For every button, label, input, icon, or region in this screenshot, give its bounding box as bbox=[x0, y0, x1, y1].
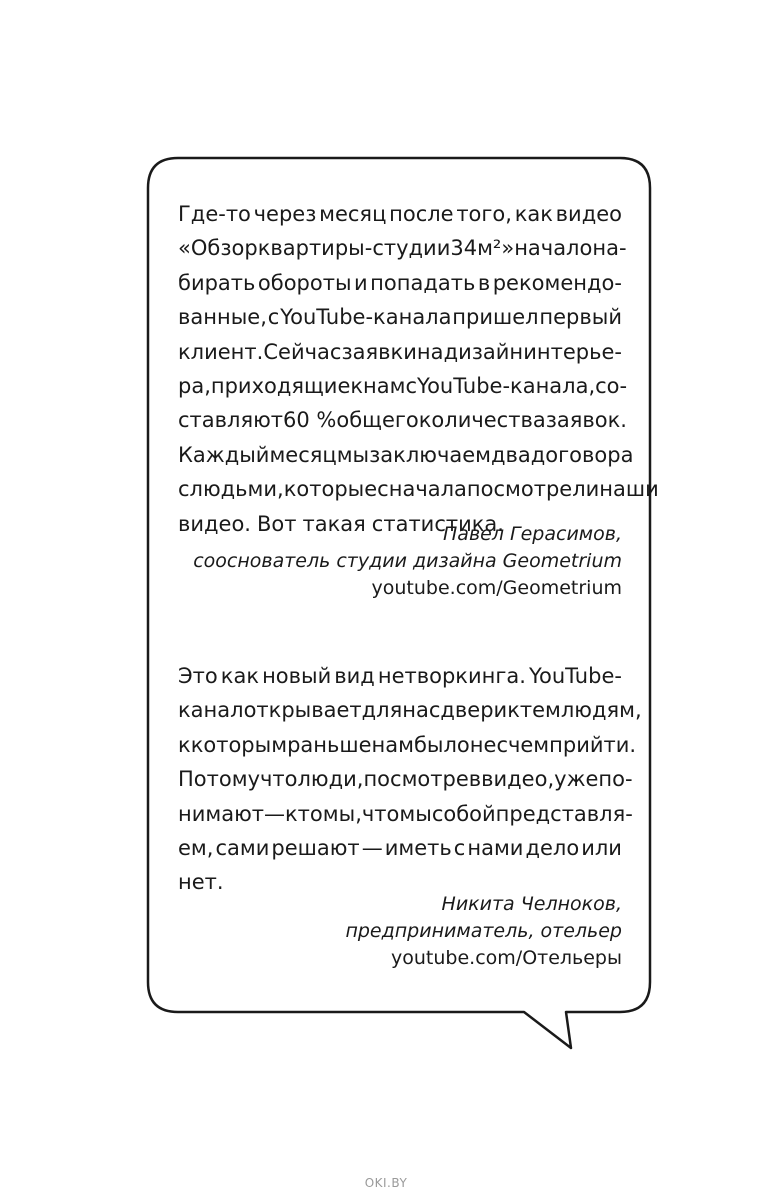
text-line bbox=[178, 438, 634, 472]
word: два bbox=[491, 442, 531, 467]
word: посмотрев bbox=[363, 767, 482, 792]
word: с bbox=[405, 374, 418, 399]
word: мы, bbox=[322, 801, 362, 826]
word: Сейчас bbox=[263, 339, 342, 364]
text-line bbox=[178, 831, 622, 865]
word: Каждый bbox=[178, 442, 270, 467]
word: тем bbox=[519, 698, 561, 723]
word: по- bbox=[598, 767, 633, 792]
author-role: сооснователь студии дизайна Geometrium bbox=[193, 550, 622, 572]
word: с bbox=[496, 732, 508, 757]
author-role: предприниматель, отельер bbox=[345, 920, 622, 942]
watermark: OKI.BY bbox=[364, 1176, 408, 1190]
word: YouTube- bbox=[528, 664, 622, 688]
word: мы bbox=[336, 442, 370, 467]
word: нетворкинга. bbox=[377, 664, 526, 688]
word: наши bbox=[599, 477, 659, 502]
word: обороты bbox=[257, 270, 352, 295]
quote-attribution bbox=[345, 891, 622, 972]
word: не bbox=[469, 732, 497, 757]
word: 60 % bbox=[283, 408, 337, 433]
word: собой bbox=[431, 801, 496, 826]
word: в bbox=[477, 270, 491, 295]
word: такая bbox=[302, 511, 366, 536]
text-line bbox=[178, 403, 627, 437]
word: людям, bbox=[560, 698, 642, 723]
word: нами bbox=[467, 836, 524, 861]
word: нимают bbox=[178, 801, 264, 826]
word: решают bbox=[271, 836, 360, 861]
word: нам bbox=[363, 374, 406, 399]
word: и bbox=[354, 270, 368, 295]
text-line bbox=[178, 659, 622, 693]
word: видео bbox=[555, 202, 622, 226]
word: количества bbox=[418, 408, 546, 433]
text-line bbox=[178, 369, 628, 403]
word: как bbox=[514, 202, 553, 226]
text-line bbox=[178, 300, 622, 334]
quote-text bbox=[178, 197, 659, 541]
channel-link: youtube.com/Geometrium bbox=[371, 577, 622, 599]
word: дизайн bbox=[443, 339, 524, 364]
text-line bbox=[178, 472, 659, 506]
text-line bbox=[178, 693, 642, 727]
word: — bbox=[361, 836, 383, 861]
word: попадать bbox=[370, 270, 476, 295]
word: представля- bbox=[495, 801, 633, 826]
word: видео, bbox=[481, 767, 555, 792]
word: ра, bbox=[178, 374, 211, 399]
word: на bbox=[416, 339, 444, 364]
word: месяц bbox=[319, 202, 387, 226]
word: общего bbox=[336, 408, 419, 433]
word: YouTube-канала, bbox=[417, 374, 596, 399]
word: YouTube-канала bbox=[280, 305, 452, 330]
word: уже bbox=[554, 767, 599, 792]
word: мы bbox=[399, 801, 432, 826]
word: новый bbox=[262, 664, 332, 688]
word: приходящие bbox=[210, 374, 351, 399]
word: видео. bbox=[178, 511, 251, 536]
text-line bbox=[178, 762, 633, 796]
word: прийти. bbox=[549, 732, 637, 757]
word: канал bbox=[178, 698, 244, 723]
text-line bbox=[178, 728, 637, 762]
word: 34 bbox=[450, 236, 478, 261]
word: того, bbox=[456, 202, 512, 226]
word: клиент. bbox=[178, 339, 264, 364]
word: ем, bbox=[178, 836, 214, 861]
word: м²» bbox=[477, 236, 515, 261]
word: первый bbox=[539, 305, 622, 330]
word: квартиры-студии bbox=[257, 236, 451, 261]
word: что bbox=[260, 767, 298, 792]
word: ванные, bbox=[178, 305, 267, 330]
word: к bbox=[350, 374, 364, 399]
word: кто bbox=[285, 801, 323, 826]
word: двери bbox=[440, 698, 508, 723]
word: месяц bbox=[269, 442, 337, 467]
word: чем bbox=[507, 732, 550, 757]
word: через bbox=[253, 202, 317, 226]
word: «Обзор bbox=[178, 236, 258, 261]
word: интерье- bbox=[523, 339, 622, 364]
word: которым bbox=[190, 732, 288, 757]
word: посмотрели bbox=[466, 477, 600, 502]
quote-attribution bbox=[193, 521, 622, 602]
word: как bbox=[220, 664, 260, 688]
text-line bbox=[178, 797, 633, 831]
word: нет. bbox=[178, 870, 224, 895]
text-line bbox=[178, 335, 622, 369]
word: Потому bbox=[178, 767, 260, 792]
text-line bbox=[178, 197, 622, 231]
word: раньше bbox=[287, 732, 372, 757]
word: было bbox=[413, 732, 470, 757]
word: Это bbox=[178, 664, 218, 688]
word: люди, bbox=[297, 767, 364, 792]
word: к bbox=[178, 732, 191, 757]
word: заключаем bbox=[369, 442, 491, 467]
word: Вот bbox=[257, 511, 297, 536]
word: открывает bbox=[243, 698, 362, 723]
word: людьми, bbox=[189, 477, 284, 502]
channel-link: youtube.com/Отельеры bbox=[391, 947, 622, 969]
word: или bbox=[581, 836, 622, 861]
word: пришел bbox=[452, 305, 539, 330]
word: ставляют bbox=[178, 408, 283, 433]
word: нас bbox=[402, 698, 441, 723]
word: дело bbox=[525, 836, 580, 861]
word: иметь bbox=[384, 836, 452, 861]
word: с bbox=[267, 305, 280, 330]
text-line bbox=[178, 266, 622, 300]
word: к bbox=[507, 698, 520, 723]
quote-text bbox=[178, 659, 642, 900]
word: сами bbox=[215, 836, 270, 861]
word: вид bbox=[334, 664, 375, 688]
word: с bbox=[178, 477, 190, 502]
text-line bbox=[178, 231, 627, 265]
word: нам bbox=[371, 732, 414, 757]
word: рекомендо- bbox=[492, 270, 622, 295]
word: со- bbox=[595, 374, 628, 399]
word: Где-то bbox=[178, 202, 251, 226]
word: договора bbox=[530, 442, 634, 467]
author-name: Павел Герасимов, bbox=[443, 523, 622, 545]
word: для bbox=[361, 698, 403, 723]
word: с bbox=[453, 836, 466, 861]
author-name: Никита Челноков, bbox=[441, 893, 622, 915]
word: — bbox=[264, 801, 285, 826]
word: заявки bbox=[341, 339, 417, 364]
word: статистика. bbox=[371, 511, 504, 536]
word: начало bbox=[514, 236, 593, 261]
word: которые bbox=[283, 477, 378, 502]
word: после bbox=[389, 202, 454, 226]
word: сначала bbox=[377, 477, 467, 502]
word: бирать bbox=[178, 270, 256, 295]
word: что bbox=[361, 801, 400, 826]
word: на- bbox=[592, 236, 627, 261]
word: заявок. bbox=[545, 408, 627, 433]
